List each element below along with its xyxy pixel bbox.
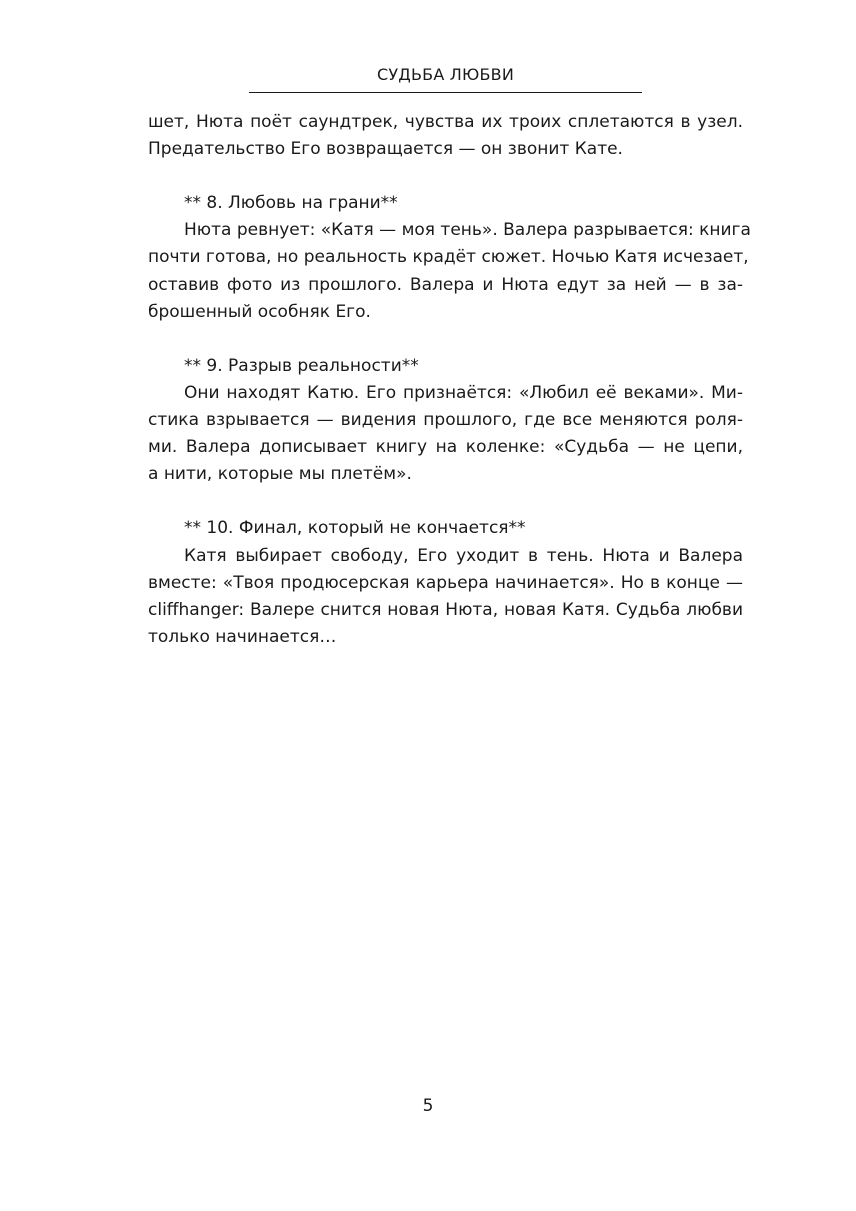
body-line: Катя выбирает свободу, Его уходит в тень. Нюта и Валера: [184, 545, 743, 566]
body-line: только начинается…: [148, 626, 337, 647]
body-line: Они находят Катю. Его признаётся: «Любил её веками». Ми-: [184, 382, 743, 403]
running-header: [249, 64, 642, 93]
book-title: СУДЬБА ЛЮБВИ: [376, 65, 515, 84]
page-number: 5: [422, 1096, 434, 1116]
body-line: шет, Нюта поёт саундтрек, чувства их троих сплетаются в узел.: [148, 112, 743, 132]
body-line: почти готова, но реальность крадёт сюжет. Ночью Катя исчезает,: [148, 247, 749, 268]
section-gap: [148, 488, 743, 515]
body-line: cliffhanger: Валере снится новая Нюта, новая Катя. Судьба любви: [148, 599, 743, 620]
body-line: оставив фото из прошлого. Валера и Нюта едут за ней — в за-: [148, 274, 743, 295]
page-body: [148, 109, 751, 651]
body-line: а нити, которые мы плетём».: [148, 464, 412, 485]
body-line: вместе: «Твоя продюсерская карьера начинается». Но в конце —: [148, 572, 743, 593]
section-gap: [148, 326, 743, 353]
body-line: ми. Валера дописывает книгу на коленке: «Судьба — не цепи,: [148, 437, 743, 458]
section-gap: [148, 163, 743, 190]
body-line: Нюта ревнует: «Катя — моя тень». Валера разрывается: книга: [184, 220, 751, 241]
section-heading: ** 8. Любовь на грани**: [184, 193, 398, 214]
body-line: брошенный особняк Его.: [148, 301, 371, 322]
body-line: стика взрывается — видения прошлого, где все меняются роля-: [148, 410, 743, 431]
section-heading: ** 9. Разрыв реальности**: [184, 355, 419, 376]
section-heading: ** 10. Финал, который не кончается**: [184, 518, 526, 539]
body-line: Предательство Его возвращается — он звонит Кате.: [148, 139, 623, 160]
